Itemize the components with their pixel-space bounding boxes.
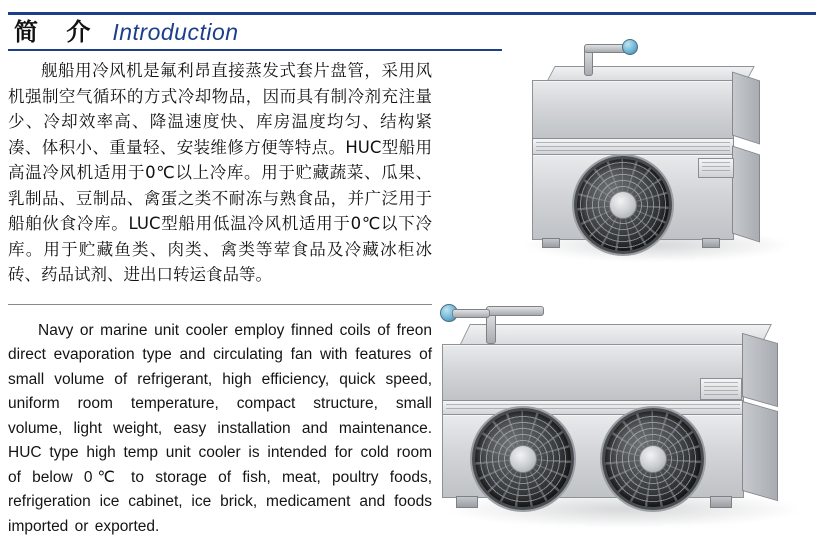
- bottom-unit-nameplate: [700, 378, 742, 400]
- bottom-unit-suction-elbow: [486, 306, 544, 316]
- bottom-unit-fan-left: [472, 408, 574, 510]
- top-unit-fan: [574, 156, 672, 254]
- bottom-unit-foot-right: [710, 496, 732, 508]
- single-fan-unit-cooler-photo: [502, 38, 820, 268]
- figure-column: [432, 30, 824, 530]
- paragraph-english: Navy or marine unit cooler employ finned coils of freon direct evaporation type and circulating fan with features of small volume of refrigerant, high efficiency, quick speed, uniform room temperature, compact structure, small volume, light weight, easy installation and maintenance. HUC type high temp unit cooler is intended for cold room of below 0℃ to storage of fish, meat, poultry foods, refrigeration ice cabinet, ice brick, medicament and foods imported or exported.: [8, 319, 432, 539]
- bottom-unit-fan-right: [602, 408, 704, 510]
- bottom-unit-fan-housing-side: [742, 401, 778, 501]
- top-unit-foot-right: [702, 238, 720, 248]
- top-unit-upper-side: [732, 71, 760, 144]
- top-unit-upper-cabinet: [532, 80, 734, 140]
- paragraph-chinese: 舰船用冷风机是氟利昂直接蒸发式套片盘管，采用风机强制空气循环的方式冷却物品，因而具有制冷剂充注量少、冷却效率高、降温速度快、库房温度均匀、结构紧凑、体积小、重量轻、安装维修方便等特点。HUC型船用高温冷风机适用于0℃以上冷库。用于贮藏蔬菜、瓜果、乳制品、豆制品、禽蛋之类不耐冻与熟食品，并广泛用于船舶伙食冷库。LUC型船用低温冷风机适用于0℃以下冷库。用于贮藏鱼类、肉类、禽类等荤食品及冷藏冰柜冰砖、药品试剂、进出口转运食品等。: [8, 58, 432, 288]
- bottom-unit-valve-pipe: [452, 309, 490, 318]
- page-title-cn: 简 介: [8, 17, 100, 47]
- bottom-unit-upper-cabinet: [442, 344, 744, 402]
- top-unit-fan-housing-side: [732, 145, 760, 242]
- top-unit-nameplate: [698, 158, 734, 178]
- top-unit-valve: [622, 39, 638, 55]
- top-unit-fan-hub: [609, 191, 637, 219]
- bottom-unit-fan-left-hub: [509, 445, 537, 473]
- bottom-unit-upper-side: [742, 333, 778, 407]
- text-column: [8, 58, 432, 539]
- top-unit-foot-left: [542, 238, 560, 248]
- paragraph-divider: [8, 304, 432, 305]
- bottom-unit-fan-right-hub: [639, 445, 667, 473]
- page-title-en: Introduction: [112, 17, 238, 47]
- bottom-unit-foot-left: [456, 496, 478, 508]
- double-fan-unit-cooler-photo: [434, 282, 824, 530]
